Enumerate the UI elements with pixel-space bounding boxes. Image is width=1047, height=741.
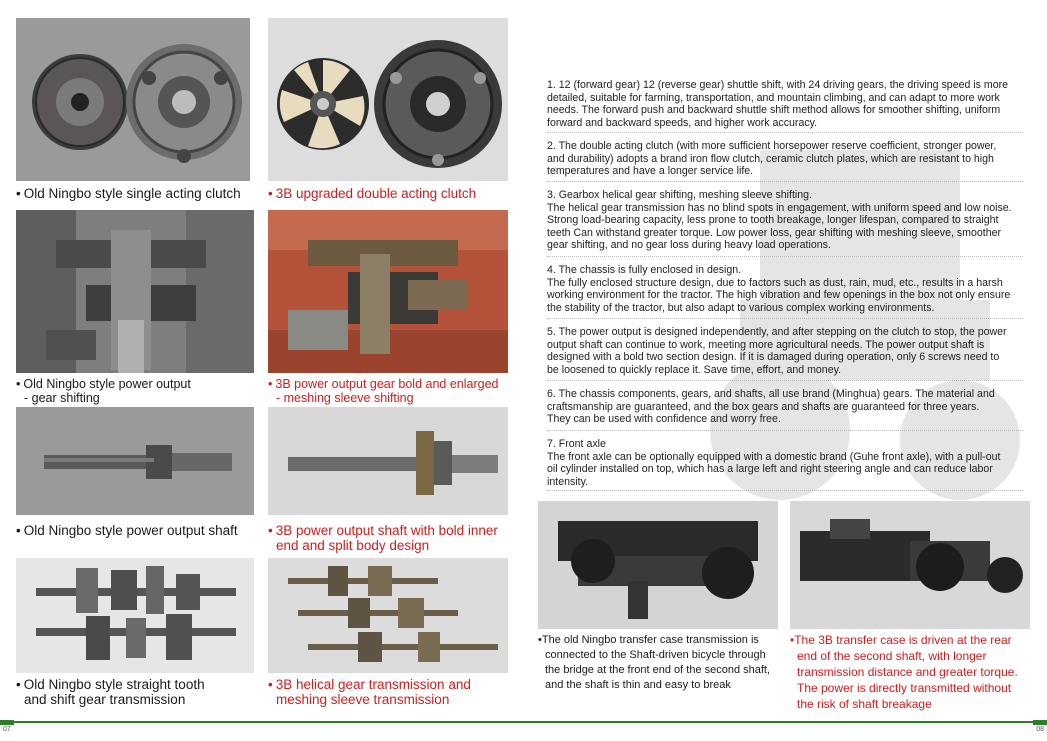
text-line: The front axle can be optionally equipped with a domestic brand (Guhe front axle), with a pull-out bbox=[547, 450, 1001, 463]
caption-text: 3B upgraded double acting clutch bbox=[275, 186, 477, 201]
bullet-icon: • bbox=[268, 377, 273, 391]
caption-line: 3B power output shaft with bold inner bbox=[275, 523, 498, 538]
photo-3b-double-clutch bbox=[268, 18, 508, 181]
photo-old-straight-tooth bbox=[16, 558, 254, 673]
caption-old-straight-tooth bbox=[16, 677, 256, 707]
divider bbox=[547, 181, 1023, 182]
divider bbox=[547, 132, 1023, 133]
photo-3b-output-shaft bbox=[268, 407, 508, 515]
text-line: be loosened to quickly replace it. Save time, effort, and money. bbox=[547, 363, 842, 376]
text-line: forward and backward speeds, and higher work accuracy. bbox=[547, 116, 818, 129]
caption-line: Old Ningbo style straight tooth bbox=[23, 677, 205, 692]
caption-line: Old Ningbo style power output bbox=[23, 377, 191, 391]
divider bbox=[547, 380, 1023, 381]
caption-3b-transfer-case bbox=[790, 632, 1035, 712]
text-line: detailed, suitable for farming, transportation, and mountain climbing, and can adapt to more work bbox=[547, 91, 1000, 104]
text-line: the stability of the tractor, but also adapt to various complex working environments. bbox=[547, 301, 935, 314]
text-line: intensity. bbox=[547, 475, 589, 488]
divider bbox=[547, 430, 1023, 431]
photo-old-single-clutch bbox=[16, 18, 250, 181]
text-line: designed with a bold two section design. If it is damaged during operation, only 6 screws need to bbox=[547, 351, 1000, 364]
caption-old-single-clutch bbox=[16, 186, 256, 201]
feature-paragraph-6 bbox=[547, 388, 1023, 426]
caption-3b-power-output bbox=[268, 377, 513, 405]
text-line: oil cylinder installed on top, which has a large left and right steering angle and can reduce labor bbox=[547, 463, 993, 476]
bullet-icon: • bbox=[790, 633, 795, 647]
text-line: output shaft can continue to work, meeting more agricultural needs. The power output shaft is bbox=[547, 338, 985, 351]
photo-3b-helical-gears bbox=[268, 558, 508, 673]
text-line: Strong load-bearing capacity, less prone to tooth breakage, longer lifespan, compared to straight bbox=[547, 214, 999, 227]
caption-line: the risk of shaft breakage bbox=[797, 697, 932, 711]
text-line: The fully enclosed structure design, due to factors such as dust, rain, mud, etc., results in a harsh bbox=[547, 276, 1003, 289]
caption-old-transfer-case bbox=[538, 633, 783, 693]
bullet-icon: • bbox=[16, 186, 21, 201]
caption-old-power-output bbox=[16, 377, 256, 405]
bullet-icon: • bbox=[16, 377, 21, 391]
caption-line: The 3B transfer case is driven at the rear bbox=[794, 633, 1012, 647]
caption-line: The old Ningbo transfer case transmission is bbox=[541, 634, 759, 646]
text-line: working environment for the tractor. The high vibration and few openings in the box not only ensure bbox=[547, 289, 1011, 302]
caption-old-output-shaft bbox=[16, 523, 256, 538]
footer-rule bbox=[0, 721, 1047, 723]
page-number-right: 08 bbox=[1036, 726, 1044, 733]
feature-paragraph-3 bbox=[547, 189, 1023, 252]
caption-line: end of the second shaft, with longer bbox=[797, 649, 987, 663]
feature-paragraph-4 bbox=[547, 264, 1023, 314]
feature-paragraph-1 bbox=[547, 79, 1023, 129]
text-line: teeth Can withstand greater torque. Low power loss, gear shifting with meshing sleeve, smoother bbox=[547, 226, 1002, 239]
divider bbox=[547, 256, 1023, 257]
text-line: gear shifting, and no gear loss during heavy load operations. bbox=[547, 239, 831, 252]
feature-paragraph-7 bbox=[547, 438, 1023, 488]
caption-text: Old Ningbo style power output shaft bbox=[23, 523, 238, 538]
caption-line: - meshing sleeve shifting bbox=[276, 391, 414, 405]
text-line: 5. The power output is designed independently, and after stepping on the clutch to stop, the power bbox=[547, 326, 1007, 338]
bullet-icon: • bbox=[16, 523, 21, 538]
bullet-icon: • bbox=[268, 523, 273, 538]
caption-line: - gear shifting bbox=[24, 391, 100, 405]
text-line: craftsmanship are guaranteed, and the box gears and shafts are guaranteed for three years. bbox=[547, 400, 980, 413]
text-line: 2. The double acting clutch (with more sufficient horsepower reserve coefficient, stronger power, bbox=[547, 140, 997, 152]
feature-paragraph-2 bbox=[547, 140, 1023, 178]
caption-line: meshing sleeve transmission bbox=[276, 692, 450, 707]
caption-line: and the shaft is thin and easy to break bbox=[545, 679, 731, 691]
caption-3b-double-clutch bbox=[268, 186, 513, 201]
caption-3b-output-shaft bbox=[268, 523, 513, 553]
caption-line: The power is directly transmitted without bbox=[797, 681, 1012, 695]
feature-paragraph-5 bbox=[547, 326, 1023, 376]
text-line: 3. Gearbox helical gear shifting, meshing sleeve shifting. bbox=[547, 189, 812, 201]
caption-3b-helical-gears bbox=[268, 677, 513, 707]
bullet-icon: • bbox=[268, 186, 273, 201]
text-line: needs. The forward push and backward shuttle shift method allows for smoother shifting, uniform bbox=[547, 104, 1001, 117]
text-line: 4. The chassis is fully enclosed in design. bbox=[547, 264, 742, 276]
caption-line: end and split body design bbox=[276, 538, 430, 553]
text-line: and durability) adopts a brand iron flow clutch, ceramic clutch plates, which are resistant to high bbox=[547, 152, 994, 165]
photo-3b-power-output bbox=[268, 210, 508, 373]
text-line: 1. 12 (forward gear) 12 (reverse gear) shuttle shift, with 24 driving gears, the driving speed is more bbox=[547, 79, 1009, 91]
bullet-icon: • bbox=[16, 677, 21, 692]
caption-line: the bridge at the front end of the second shaft, bbox=[545, 664, 771, 676]
page-number-left: 07 bbox=[3, 726, 11, 733]
text-line: 6. The chassis components, gears, and shafts, all use brand (Minghua) gears. The material and bbox=[547, 388, 995, 400]
photo-old-transfer-case bbox=[538, 501, 778, 629]
caption-line: 3B helical gear transmission and bbox=[275, 677, 471, 692]
footer-tab-right bbox=[1033, 720, 1047, 725]
caption-line: and shift gear transmission bbox=[24, 692, 186, 707]
footer-tab-left bbox=[0, 720, 14, 725]
divider bbox=[547, 318, 1023, 319]
photo-3b-transfer-case bbox=[790, 501, 1030, 629]
bullet-icon: • bbox=[268, 677, 273, 692]
text-line: temperatures and have a longer service life. bbox=[547, 165, 754, 178]
caption-line: 3B power output gear bold and enlarged bbox=[275, 377, 499, 391]
divider bbox=[547, 490, 1023, 491]
caption-line: connected to the Shaft-driven bicycle through bbox=[545, 649, 766, 661]
bullet-icon: • bbox=[538, 634, 542, 646]
caption-text: Old Ningbo style single acting clutch bbox=[23, 186, 241, 201]
photo-old-power-output bbox=[16, 210, 254, 373]
text-line: They can be used with confidence and worry free. bbox=[547, 413, 781, 426]
photo-old-output-shaft bbox=[16, 407, 254, 515]
text-line: The helical gear transmission has no blind spots in engagement, with uniform speed and low noise. bbox=[547, 201, 1012, 214]
caption-line: transmission distance and greater torque. bbox=[797, 665, 1018, 679]
text-line: 7. Front axle bbox=[547, 438, 606, 450]
